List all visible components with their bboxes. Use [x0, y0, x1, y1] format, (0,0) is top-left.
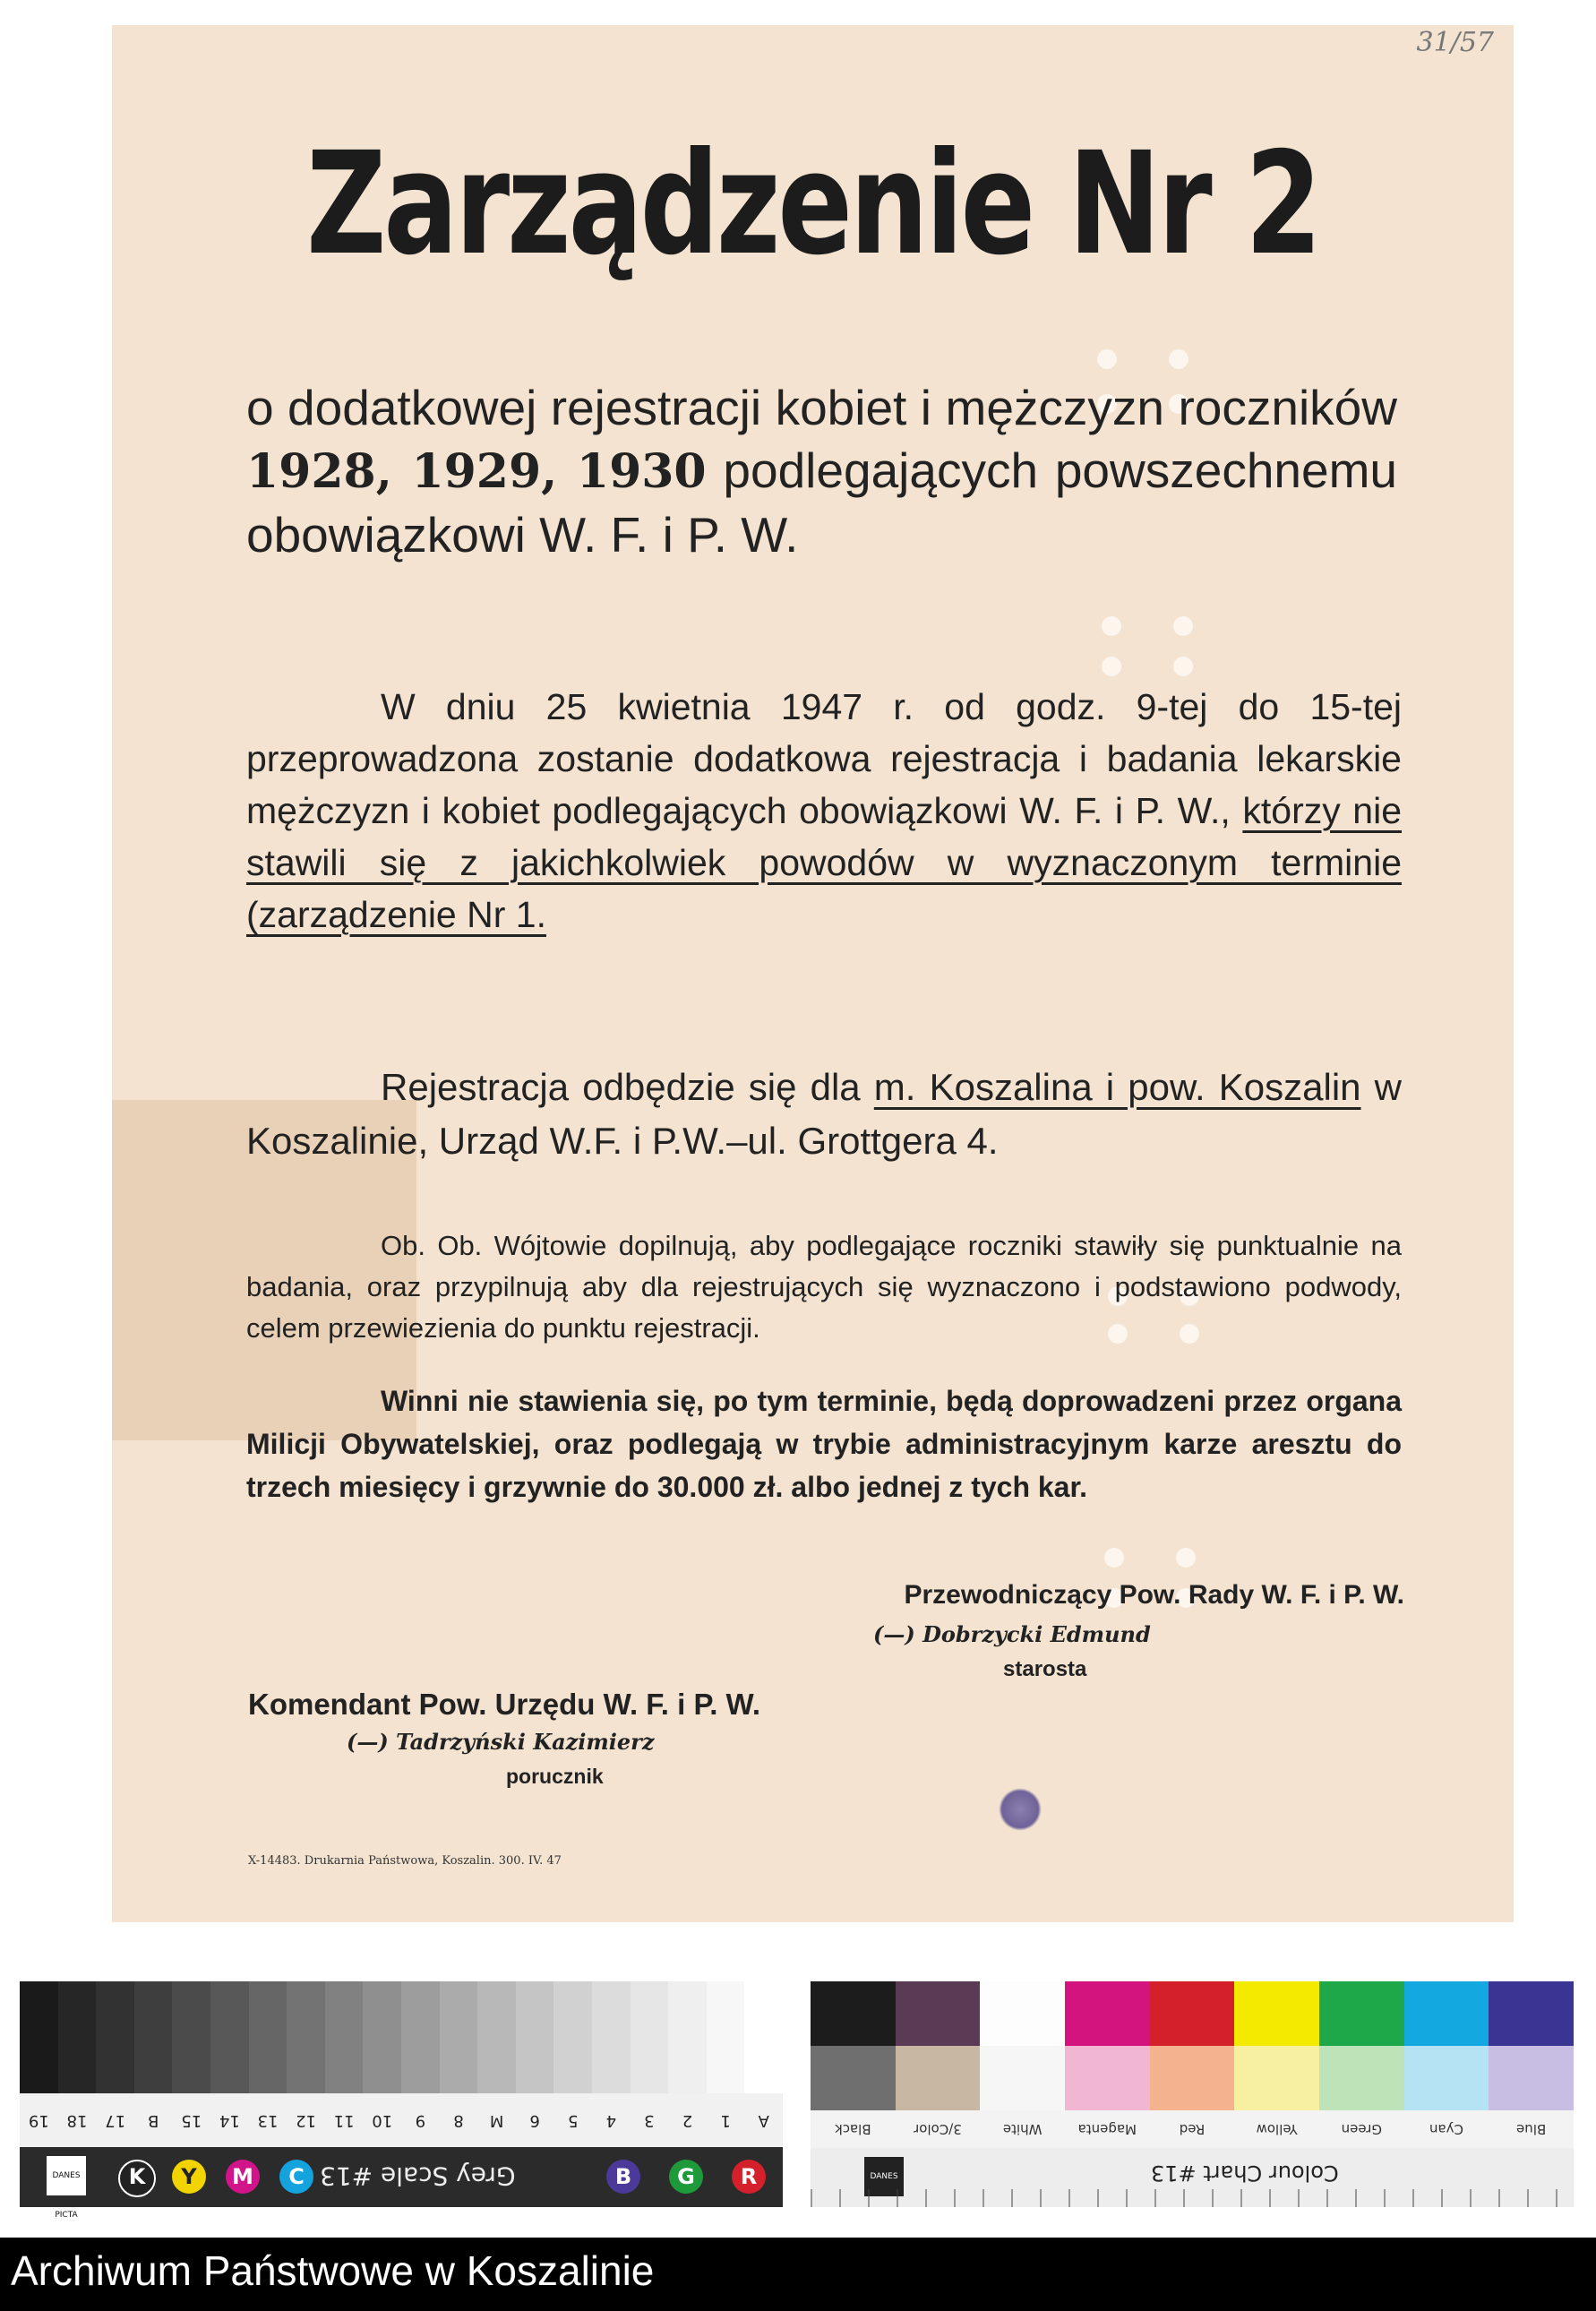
grey-number: 9 [415, 2111, 426, 2130]
grey-scale-label: Grey Scale #13 [320, 2161, 516, 2191]
colour-chart-label: Colour Chart #13 [1151, 2161, 1339, 2186]
colour-row-saturated [811, 1981, 1574, 2046]
punch-hole [1173, 616, 1193, 636]
dot-k: K [118, 2160, 156, 2197]
grey-scale-card [20, 1981, 783, 2220]
paragraph2-before: Rejestracja odbędzie się dla [381, 1066, 861, 1108]
punch-hole [1097, 349, 1117, 369]
paragraph1-underlined: którzy nie stawili się z jakichkolwiek powodów w wyznaczonym terminie (zarządzenie Nr 1. [246, 790, 1403, 935]
colour-label: Red [1179, 2121, 1206, 2137]
grey-number: 17 [105, 2111, 126, 2130]
dot-y: Y [172, 2160, 206, 2194]
subtitle-part1: o dodatkowej rejestracji kobiet i mężczyzn rocznikó [246, 380, 1362, 435]
grey-number: B [148, 2111, 159, 2130]
punch-hole [1102, 657, 1121, 676]
grey-number: 10 [372, 2111, 393, 2130]
grey-scale-strip [20, 1981, 783, 2093]
colour-label: Blue [1516, 2121, 1547, 2137]
dot-c: C [279, 2160, 313, 2194]
chair-signature-role: starosta [1003, 1657, 1087, 1681]
document-subtitle: o dodatkowej rejestracji kobiet i mężczyzn roczników 1928, 1929, 1930 podlegających powszechnemu obowiązkowi W. F. i P. W. [246, 380, 1397, 563]
punch-hole [1104, 1548, 1124, 1568]
archive-name: Archiwum Państwowe w Koszalinie [11, 2247, 655, 2294]
ink-stamp [999, 1788, 1042, 1831]
printer-note: X-14483. Drukarnia Państwowa, Koszalin. 300. IV. 47 [248, 1854, 562, 1868]
colour-labels [811, 2110, 1574, 2148]
dot-r: R [732, 2160, 766, 2194]
paragraph1-text: W dniu 25 kwietnia 1947 r. od godz. 9-tej do 15-tej przeprowadzona zostanie dodatkowa rejestracja i badania lekarskie mężczyzn i kobiet podlegających obowiązkowi W. F. i P. W., [246, 686, 1402, 831]
grey-number: 13 [257, 2111, 279, 2130]
colour-label: White [1002, 2121, 1043, 2137]
grey-number: 8 [453, 2111, 464, 2130]
grey-number: M [489, 2111, 504, 2130]
grey-card-bottom [20, 2147, 783, 2220]
ruler [811, 2189, 1574, 2207]
danes-picta-logo: DANES PICTA [47, 2156, 86, 2195]
paragraph2-underlined: m. Koszalina i pow. Koszalin [873, 1066, 1361, 1108]
punch-hole [1169, 349, 1188, 369]
colour-label: Magenta [1077, 2121, 1137, 2137]
colour-label: Black [835, 2121, 871, 2137]
dot-g: G [669, 2160, 703, 2194]
grey-number: 15 [181, 2111, 202, 2130]
colour-label: 3/Color [914, 2121, 962, 2137]
commander-signature-role: porucznik [506, 1765, 604, 1788]
colour-chart-card [811, 1981, 1574, 2221]
paragraph-registration-place [246, 1061, 1402, 1168]
colour-card-bottom [811, 2148, 1574, 2221]
document-title: Zarządzenie Nr 2 [306, 122, 1319, 287]
colour-label: Cyan [1429, 2121, 1464, 2137]
poster [112, 25, 1514, 1922]
grey-number: 3 [644, 2111, 655, 2130]
punch-hole [1173, 657, 1193, 676]
grey-number: A [758, 2111, 769, 2130]
grey-number: 4 [605, 2111, 617, 2130]
grey-number: 2 [682, 2111, 693, 2130]
paragraph-penalties: Winni nie stawienia się, po tym terminie, będą doprowadzeni przez organa Milicji Obywatelskiej, oraz podlegają w trybie administracyjnym karze aresztu do trzech miesięcy i grzywnie do 30.000 zł. albo jednej z tych kar. [246, 1385, 1402, 1503]
paragraph-registration-date [246, 681, 1402, 941]
punch-hole [1176, 1548, 1196, 1568]
commander-signature-name: (—) Tadrzyński Kazimierz [347, 1729, 655, 1755]
paragraph2-after: w Koszalinie, Urząd W.F. i P.W.–ul. Grottgera 4. [246, 1066, 1402, 1162]
grey-number: 1 [720, 2111, 731, 2130]
grey-number: 19 [28, 2111, 49, 2130]
footer-bar [0, 2238, 1596, 2311]
colour-label: Yellow [1256, 2121, 1298, 2137]
punch-hole [1102, 616, 1121, 636]
chair-signature-name: (—) Dobrzycki Edmund [873, 1621, 1151, 1647]
grey-number: 12 [296, 2111, 317, 2130]
chair-signature-title: Przewodniczący Pow. Rady W. F. i P. W. [904, 1580, 1404, 1610]
grey-number: 6 [529, 2111, 540, 2130]
grey-scale-numbers [20, 2093, 783, 2147]
grey-number: 18 [66, 2111, 88, 2130]
grey-number: 5 [568, 2111, 579, 2130]
danes-picta-logo: DANES PICTA [864, 2157, 904, 2196]
grey-number: 11 [333, 2111, 355, 2130]
dot-m: M [226, 2160, 260, 2194]
colour-label: Green [1341, 2121, 1383, 2137]
grey-number: 14 [219, 2111, 240, 2130]
paragraph-village-heads: Ob. Ob. Wójtowie dopilnują, aby podlegające roczniki stawiły się punktualnie na badania, oraz przypilnują aby dla rejestrujących się wyznaczono i podstawiono podwody, celem przewiezienia do punktu rejestracji. [246, 1230, 1402, 1344]
archive-number: 31/57 [1416, 27, 1494, 58]
commander-signature-title: Komendant Pow. Urzędu W. F. i P. W. [248, 1688, 761, 1721]
colour-row-light [811, 2046, 1574, 2110]
subtitle-part2: podlegających powszechnemu obowiązkowi W. F. i P. W. [246, 442, 1397, 563]
subtitle-years: 1928, 1929, 1930 [246, 444, 707, 499]
dot-b: B [606, 2160, 640, 2194]
